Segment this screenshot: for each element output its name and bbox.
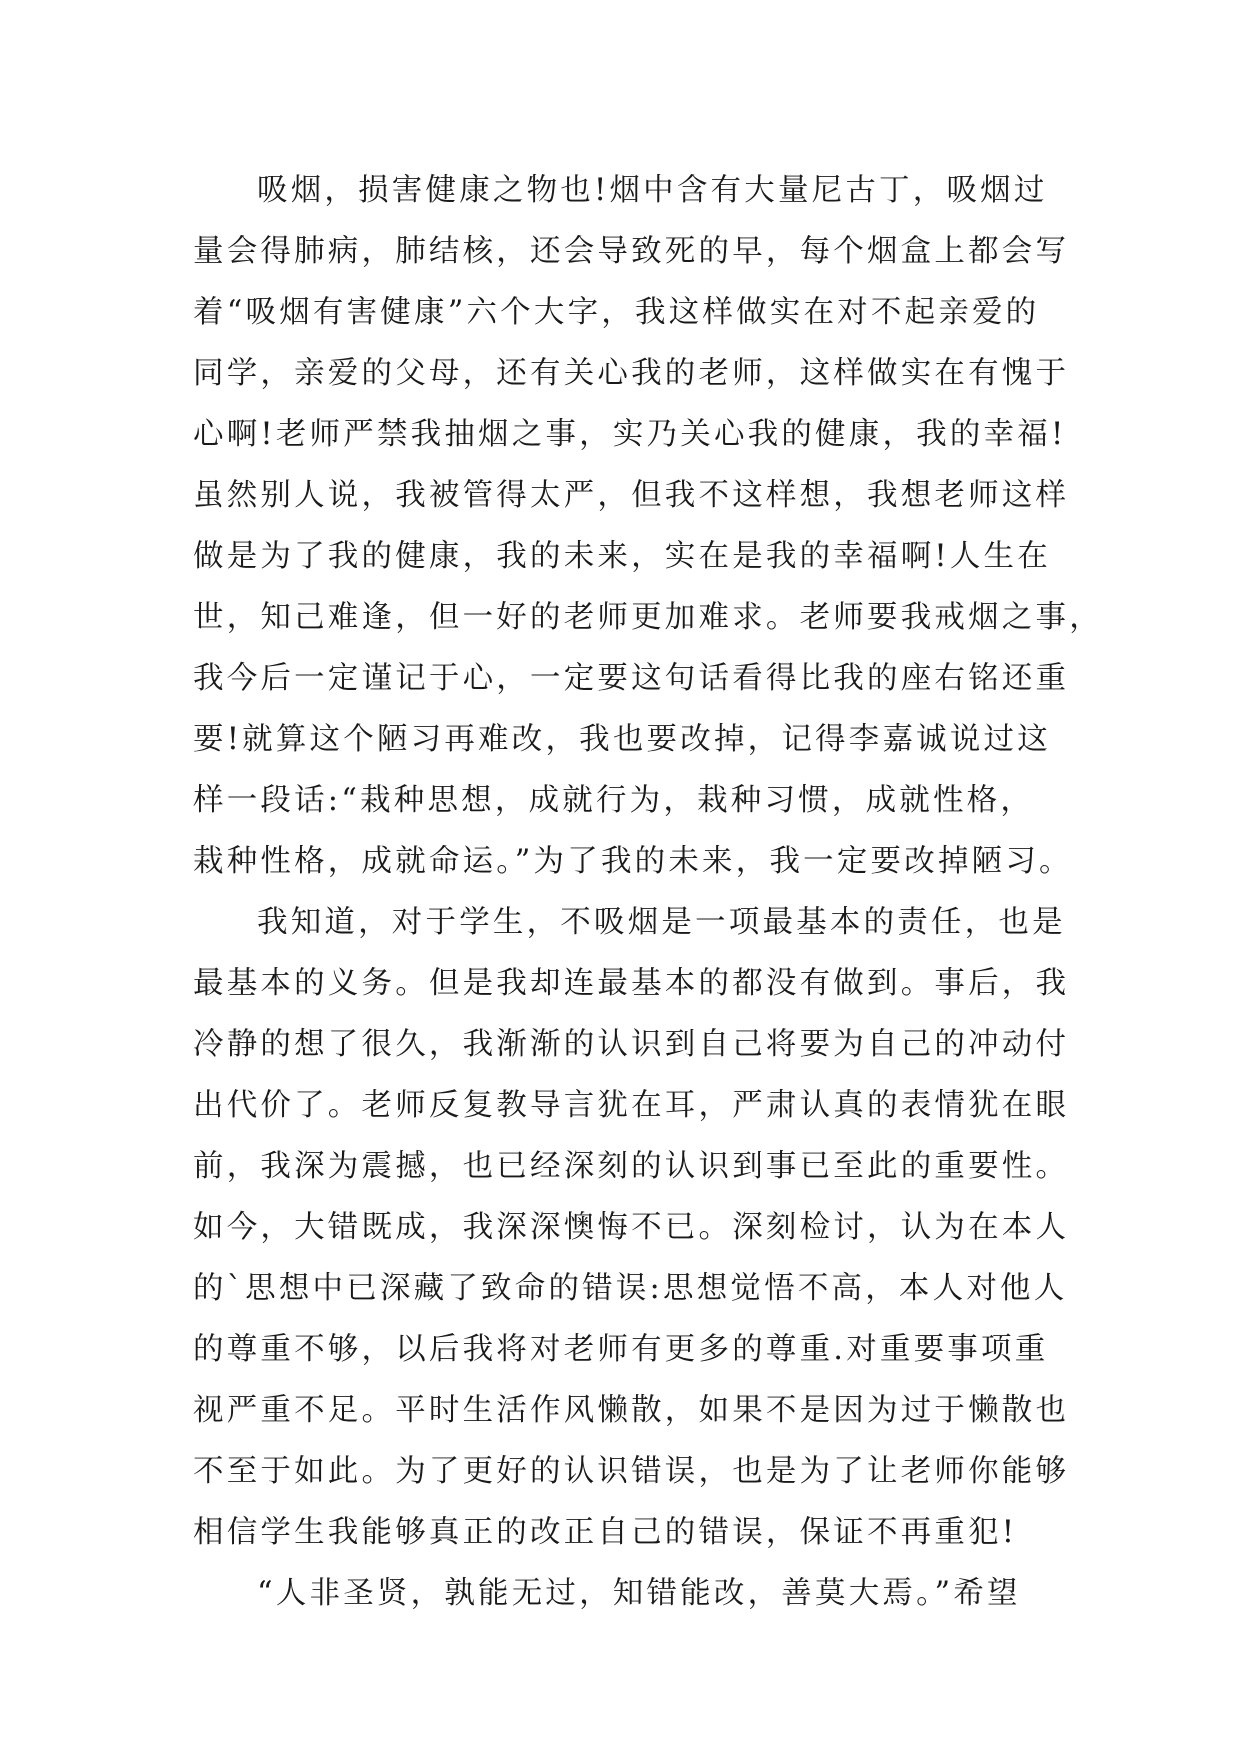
text-line: 最基本的义务。但是我却连最基本的都没有做到。事后，我 xyxy=(193,966,1070,1001)
text-line: 不至于如此。为了更好的认识错误，也是为了让老师你能够 xyxy=(193,1454,1070,1489)
text-line: 相信学生我能够真正的改正自己的错误，保证不再重犯! xyxy=(193,1515,1018,1550)
text-line: 着“吸烟有害健康”六个大字，我这样做实在对不起亲爱的 xyxy=(193,295,1040,330)
text-line: 视严重不足。平时生活作风懒散，如果不是因为过于懒散也 xyxy=(193,1393,1070,1428)
paragraph-1 xyxy=(193,160,1103,892)
text-line: 心啊!老师严禁我抽烟之事，实乃关心我的健康，我的幸福! xyxy=(193,417,1067,452)
text-line: 的尊重不够，以后我将对老师有更多的尊重.对重要事项重 xyxy=(193,1332,1049,1367)
text-line: 我知道，对于学生，不吸烟是一项最基本的责任，也是 xyxy=(257,905,1066,940)
text-line: 要!就算这个陋习再难改，我也要改掉，记得李嘉诚说过这 xyxy=(193,722,1051,757)
text-line: 吸烟，损害健康之物也!烟中含有大量尼古丁，吸烟过 xyxy=(257,173,1048,208)
text-line: 我今后一定谨记于心，一定要这句话看得比我的座右铭还重 xyxy=(193,661,1070,696)
text-line: 虽然别人说，我被管得太严，但我不这样想，我想老师这样 xyxy=(193,478,1070,513)
text-line: 同学，亲爱的父母，还有关心我的老师，这样做实在有愧于 xyxy=(193,356,1070,391)
text-line: 做是为了我的健康，我的未来，实在是我的幸福啊!人生在 xyxy=(193,539,1051,574)
text-line: 样一段话:“栽种思想，成就行为，栽种习惯，成就性格， xyxy=(193,783,1035,818)
text-line: 的`思想中已深藏了致命的错误:思想觉悟不高，本人对他人 xyxy=(193,1271,1068,1306)
text-line: 如今，大错既成，我深深懊悔不已。深刻检讨，认为在本人 xyxy=(193,1210,1070,1245)
text-line: 栽种性格，成就命运。”为了我的未来，我一定要改掉陋习。 xyxy=(193,844,1073,879)
text-line: 前，我深为震撼，也已经深刻的认识到事已至此的重要性。 xyxy=(193,1149,1070,1184)
paragraph-3 xyxy=(193,1563,1063,1624)
document-body xyxy=(193,160,1103,1624)
text-line: 冷静的想了很久，我渐渐的认识到自己将要为自己的冲动付 xyxy=(193,1027,1070,1062)
text-line: “人非圣贤，孰能无过，知错能改，善莫大焉。”希望 xyxy=(257,1576,1021,1611)
text-line: 量会得肺病，肺结核，还会导致死的早，每个烟盒上都会写 xyxy=(193,234,1070,269)
text-line: 出代价了。老师反复教导言犹在耳，严肃认真的表情犹在眼 xyxy=(193,1088,1070,1123)
paragraph-2 xyxy=(193,892,1070,1563)
text-line: 世，知己难逢，但一好的老师更加难求。老师要我戒烟之事， xyxy=(193,600,1103,635)
